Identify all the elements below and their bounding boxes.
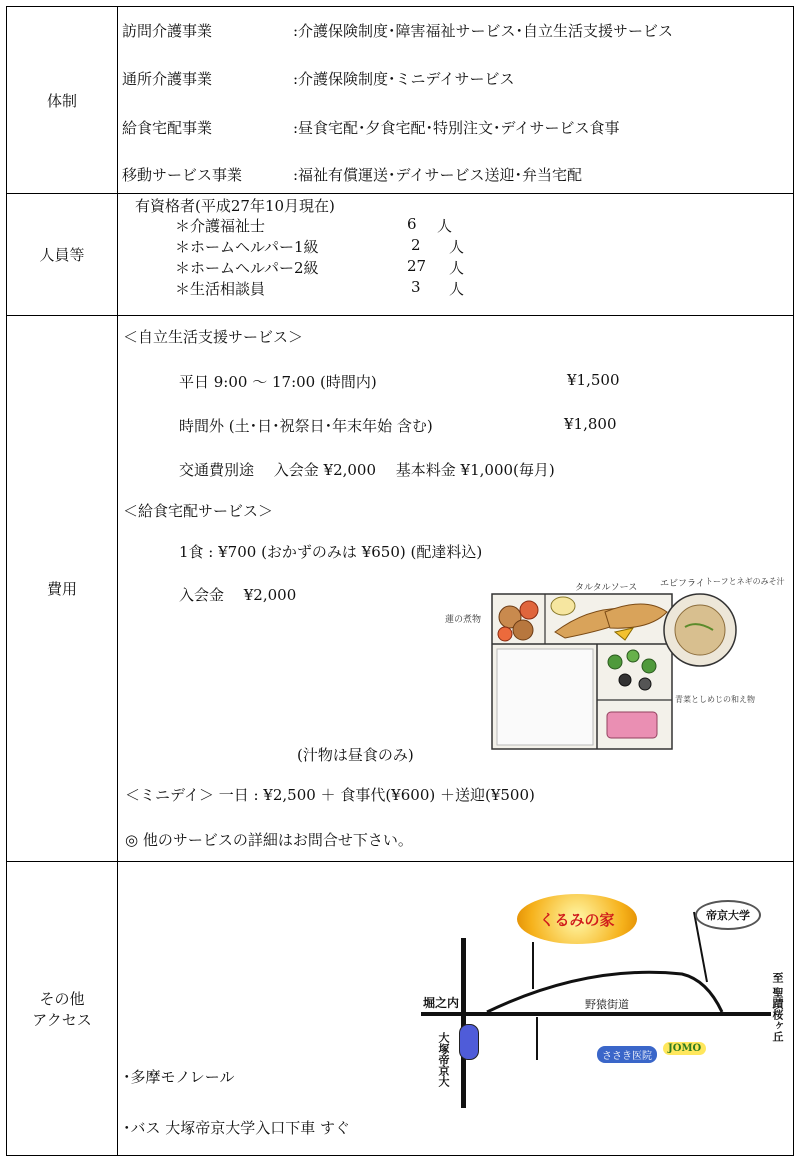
taisei-item-name: 給食宅配事業 [122, 119, 213, 137]
bento-label: 蓮の煮物 [445, 615, 482, 625]
taisei-item-desc: :昼食宅配･夕食宅配･特別注文･デイサービス食事 [293, 119, 620, 137]
bento-illustration [435, 572, 785, 752]
map-direction-label: 至 聖蹟桜ヶ丘 [771, 972, 784, 1042]
staff-unit: 人 [449, 259, 465, 277]
map-kurumi-label: くるみの家 [539, 910, 615, 929]
access-bus: ･バス 大塚帝京大学入口下車 すぐ [123, 1119, 351, 1137]
taisei-item-name: 訪問介護事業 [122, 22, 213, 40]
staff-unit: 人 [449, 238, 465, 256]
row-fees [7, 316, 793, 862]
kurumi-bubble [517, 894, 637, 944]
label-access [7, 862, 118, 1155]
map-station-marker [459, 1024, 479, 1060]
bento-label: トーフとネギのみそ汁 [705, 577, 785, 586]
row-taisei [7, 7, 793, 194]
map-hospital-label: ささき医院 [597, 1046, 657, 1063]
bento-label: タルタルソース [575, 583, 638, 593]
taisei-item-name: 通所介護事業 [122, 70, 213, 88]
map-jomo-label: JOMO [663, 1042, 706, 1055]
taisei-item-desc: :介護保険制度･障害福祉サービス･自立生活支援サービス [293, 22, 674, 40]
map-horinouchi-label: 堀之内 [423, 996, 460, 1010]
bento-label: エビフライ [660, 579, 705, 589]
row-access [7, 862, 793, 1155]
staff-unit: 人 [437, 217, 453, 235]
staff-count: 27 [407, 257, 427, 275]
fees-miniday: ＜ミニデイ＞ 一日 : ¥2,500 ＋ 食事代(¥600) ＋送迎(¥500) [125, 786, 535, 804]
bento-label: 青菜としめじの和え物 [675, 695, 755, 704]
label-staff: 人員等 [7, 194, 118, 315]
staff-count: 2 [411, 236, 421, 254]
staff-count: 6 [407, 215, 417, 233]
fees-meal: 1食 : ¥700 (おかずのみは ¥650) (配達料込) [179, 543, 483, 561]
staff-unit: 人 [449, 280, 465, 298]
access-monorail: ･多摩モノレール [123, 1068, 235, 1086]
fees-transport: 交通費別途 入会金 ¥2,000 基本料金 ¥1,000(毎月) [179, 461, 555, 479]
label-access-line1: その他 [39, 989, 85, 1008]
fees-soup-note: (汁物は昼食のみ) [297, 746, 414, 764]
taisei-item-desc: :介護保険制度･ミニデイサービス [293, 70, 515, 88]
bento-box [492, 594, 736, 749]
fees-section-title: ＜自立生活支援サービス＞ [123, 328, 304, 346]
staff-name: ＊介護福祉士 [175, 217, 266, 235]
fees-overtime-price: ¥1,800 [564, 415, 617, 433]
staff-count: 3 [411, 278, 421, 296]
fees-overtime: 時間外 (土･日･祝祭日･年末年始 含む) [179, 417, 433, 435]
fees-other: ◎ 他のサービスの詳細はお問合せ下さい。 [125, 831, 413, 849]
row-staff [7, 194, 793, 316]
info-table [6, 6, 794, 1156]
map-road-label: 野猿街道 [585, 998, 629, 1011]
label-access-line2: アクセス [32, 1010, 92, 1029]
fees-section-title: ＜給食宅配サービス＞ [123, 502, 274, 520]
label-fees: 費用 [7, 316, 118, 861]
staff-name: ＊ホームヘルパー2級 [175, 259, 319, 277]
taisei-item-desc: :福祉有償運送･デイサービス送迎･弁当宅配 [293, 166, 583, 184]
teikyo-badge [695, 900, 761, 930]
map-station-label: 大塚帝京大 [437, 1032, 450, 1087]
staff-name: ＊生活相談員 [175, 280, 266, 298]
fees-weekday: 平日 9:00 ～ 17:00 (時間内) [179, 373, 377, 391]
label-taisei: 体制 [7, 7, 118, 193]
fees-weekday-price: ¥1,500 [567, 371, 620, 389]
access-map [407, 872, 792, 1112]
map-teikyo-label: 帝京大学 [706, 909, 750, 922]
taisei-item-name: 移動サービス事業 [122, 166, 243, 184]
staff-name: ＊ホームヘルパー1級 [175, 238, 319, 256]
staff-header: 有資格者(平成27年10月現在) [135, 197, 335, 215]
fees-meal-fee: 入会金 ¥2,000 [179, 586, 297, 604]
